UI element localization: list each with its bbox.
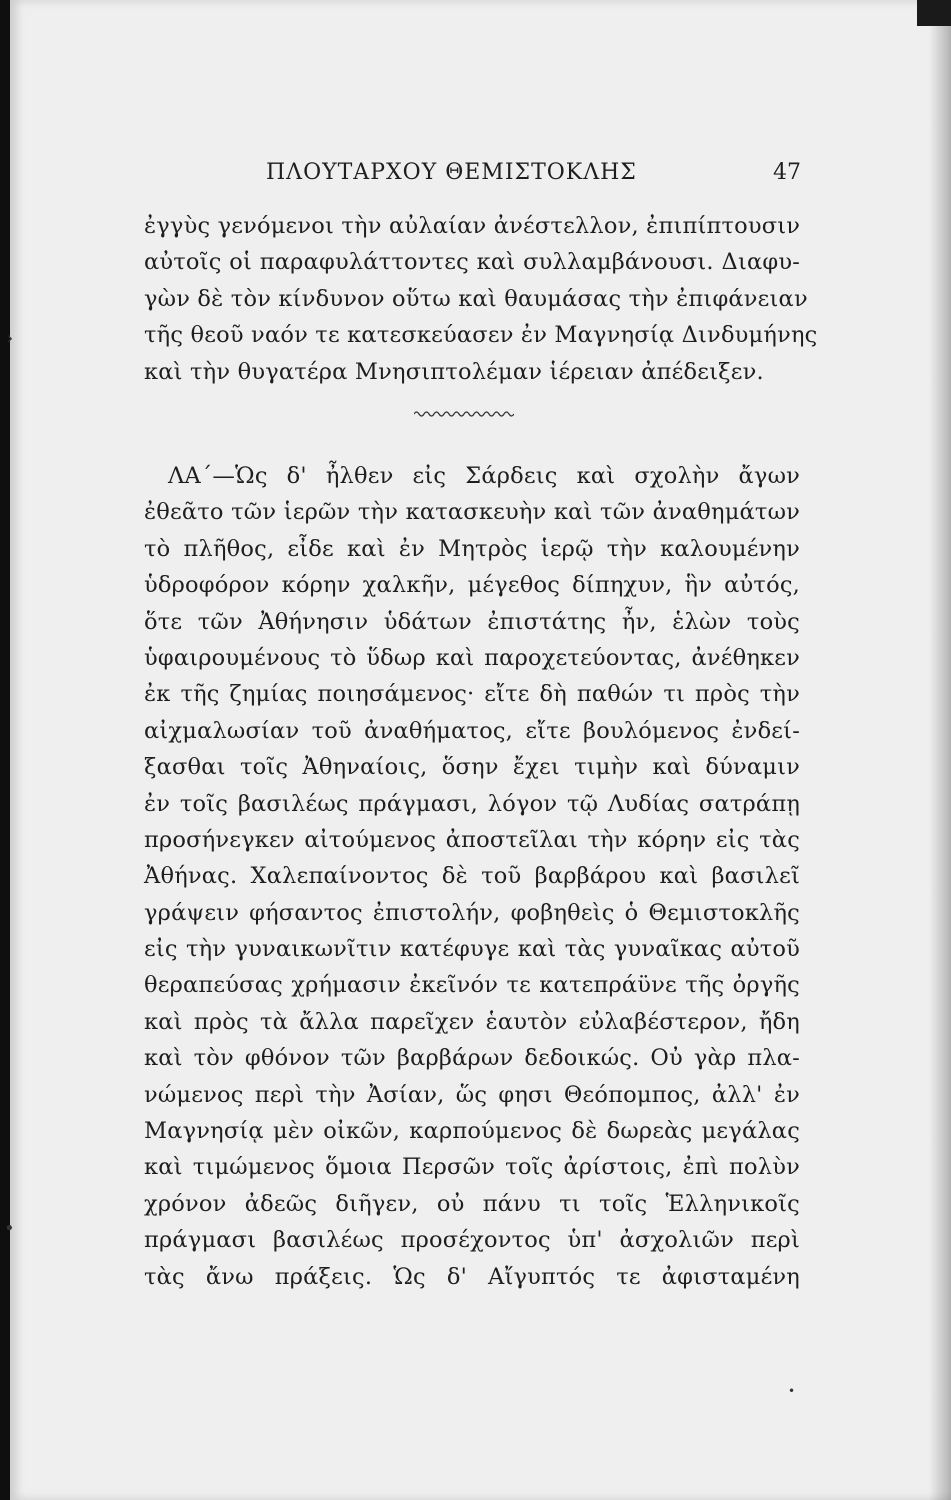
text-line: ἐγγὺς γενόμενοι τὴν αὐλαίαν ἀνέστελλον, ἐπιπίπτουσιν (144, 213, 801, 239)
text-line: εἰς τὴν γυναικωνῖτιν κατέφυγε καὶ τὰς γυναῖκας αὐτοῦ (144, 936, 800, 963)
text-line: τὰς ἄνω πράξεις. Ὡς δ' Αἴγυπτός τε ἀφισταμένη (144, 1263, 800, 1290)
text-line: χρόνον ἀδεῶς διῆγεν, οὐ πάνυ τι τοῖς Ἑλληνικοῖς (144, 1190, 800, 1217)
paragraph-1 (144, 208, 818, 390)
text-line: ὑφαιρουμένους τὸ ὕδωρ καὶ παροχετεύοντας, ἀνέθηκεν (144, 644, 800, 671)
text-line: τὸ πλῆθος, εἶδε καὶ ἐν Μητρὸς ἱερῷ τὴν καλουμένην (144, 535, 800, 562)
margin-mark: • (788, 1384, 796, 1398)
text-line: ξασθαι τοῖς Ἀθηναίοις, ὅσην ἔχει τιμὴν καὶ δύναμιν (144, 754, 800, 781)
page-header (266, 160, 801, 194)
text-line: γὼν δὲ τὸν κίνδυνον οὕτω καὶ θαυμάσας τὴν ἐπιφάνειαν (144, 285, 808, 312)
text-line: ἐν τοῖς βασιλέως πράγμασι, λόγον τῷ Λυδίας σατράπῃ (144, 790, 800, 817)
text-line: προσήνεγκεν αἰτούμενος ἀποστεῖλαι τὴν κόρην εἰς τὰς (144, 826, 800, 853)
margin-mark: • (4, 1218, 15, 1239)
text-line: καὶ τιμώμενος ὅμοια Περσῶν τοῖς ἀρίστοις, ἐπὶ πολὺν (144, 1154, 800, 1181)
section-divider-ornament (414, 410, 514, 418)
margin-mark: › (6, 328, 14, 349)
text-line: γράψειν φήσαντος ἐπιστολήν, φοβηθεὶς ὁ Θεμιστοκλῆς (144, 899, 800, 926)
text-line: αὐτοῖς οἱ παραφυλάττοντες καὶ συλλαμβάνουσι. Διαφυ- (144, 249, 800, 276)
text-line: Μαγνησίᾳ μὲν οἰκῶν, καρπούμενος δὲ δωρεὰς μεγάλας (144, 1118, 800, 1145)
text-line: τῆς θεοῦ ναόν τε κατεσκεύασεν ἐν Μαγνησίᾳ Δινδυμήνης (144, 322, 818, 349)
text-line: ἐθεᾶτο τῶν ἱερῶν τὴν κατασκευὴν καὶ τῶν ἀναθημάτων (144, 499, 800, 526)
text-line: νώμενος περὶ τὴν Ἀσίαν, ὥς φησι Θεόπομπος, ἀλλ' ἐν (144, 1081, 800, 1108)
running-title: ΠΛΟΥΤΑΡΧΟΥ ΘΕΜΙΣΤΟΚΛΗΣ (266, 160, 637, 185)
text-line: πράγμασι βασιλέως προσέχοντος ὑπ' ἀσχολιῶν περὶ (144, 1227, 800, 1254)
scan-corner-mark (917, 0, 951, 26)
text-line: ἐκ τῆς ζημίας ποιησάμενος· εἴτε δὴ παθών τι πρὸς τὴν (144, 681, 800, 708)
page-number: 47 (773, 160, 801, 185)
text-line: καὶ πρὸς τὰ ἄλλα παρεῖχεν ἑαυτὸν εὐλαβέστερον, ἤδη (144, 1008, 800, 1035)
book-page (4, 0, 951, 1500)
text-line: ΛΑ΄—Ὡς δ' ἦλθεν εἰς Σάρδεις καὶ σχολὴν ἄγων (168, 463, 800, 489)
text-line: αἰχμαλωσίαν τοῦ ἀναθήματος, εἴτε βουλόμενος ἐνδεί- (144, 717, 800, 744)
paragraph-2 (144, 458, 800, 1295)
text-line: ὑδροφόρον κόρην χαλκῆν, μέγεθος δίπηχυν, ἣν αὐτός, (144, 572, 800, 599)
text-line: ὅτε τῶν Ἀθήνησιν ὑδάτων ἐπιστάτης ἦν, ἑλὼν τοὺς (144, 608, 800, 635)
page-edge-shadow (929, 0, 951, 1500)
text-line: καὶ τὸν φθόνον τῶν βαρβάρων δεδοικώς. Οὐ γὰρ πλα- (144, 1045, 800, 1072)
text-line: Ἀθήνας. Χαλεπαίνοντος δὲ τοῦ βαρβάρου καὶ βασιλεῖ (144, 863, 800, 890)
text-line: θεραπεύσας χρήμασιν ἐκεῖνόν τε κατεπράϋνε τῆς ὀργῆς (144, 972, 800, 999)
text-line: καὶ τὴν θυγατέρα Μνησιπτολέμαν ἱέρειαν ἀπέδειξεν. (144, 358, 764, 385)
